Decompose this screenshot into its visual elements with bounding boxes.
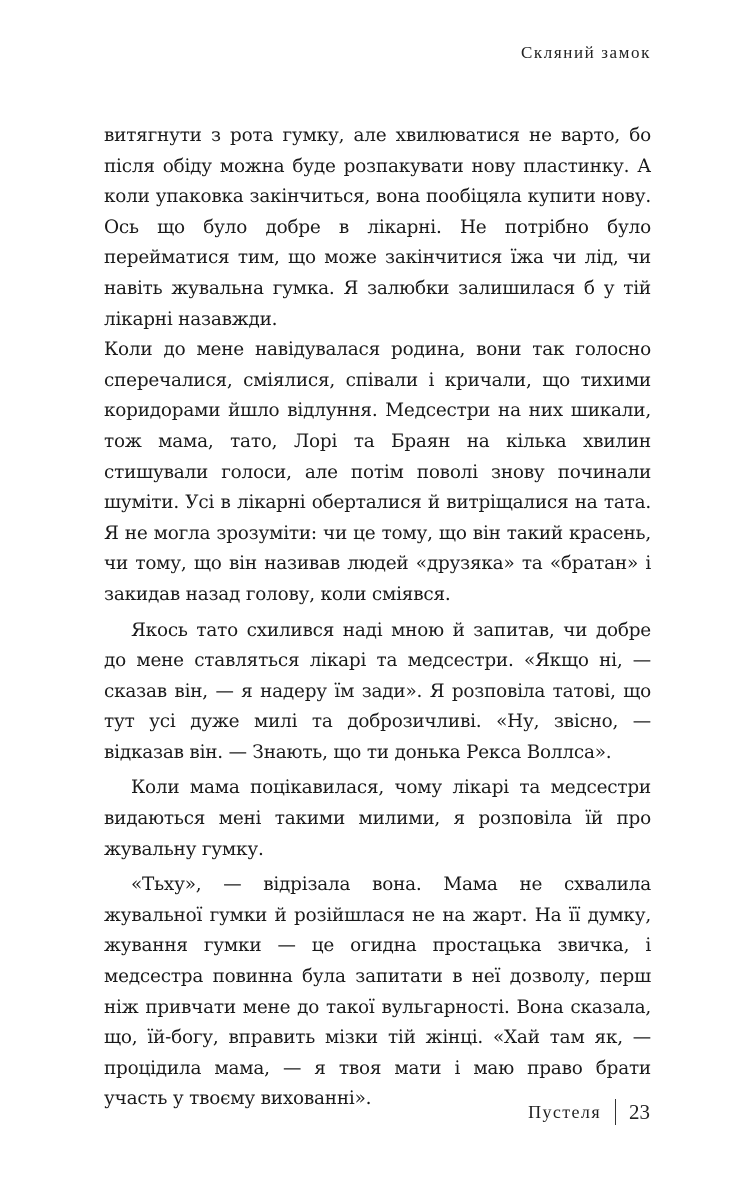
paragraph-continuation: витягнути з рота гумку, але хвилюватися не варто, бо після обіду можна буде розпакувати нову пластинку. А коли упаковка закінчиться, вона пообіцяла купити нову. Ось що було добре в лікарні. Не потрібно було перейматися тим, що може закінчитися їжа чи лід, чи навіть жувальна гумка. Я залюбки залишилася б у тій лікарні назавжди. [104, 125, 651, 330]
page-number: 23 [629, 1099, 650, 1124]
paragraph: «Тьху», — відрізала вона. Мама не схвалила жувальної гумки й розійшлася не на жарт. На її думку, жування гумки — це огидна простацька звичка, і медсестра повинна була запитати в неї дозволу, перш ніж привчати мене до такої вульгарності. Вона сказала, що, їй-богу, вправить мізки тій жінці. «Хай там як, — процідила мама, — я твоя мати і маю право брати участь у твоєму вихованні». [104, 874, 651, 1110]
footer-divider [615, 1099, 616, 1125]
paragraph: Якось тато схилився наді мною й запитав, чи добре до мене ставляться лікарі та медсестри. «Якщо ні, — сказав він, — я надеру їм зади». Я розповіла татові, що тут усі дуже милі та доброзичливі. «Ну, звісно, — відказав він. — Знають, що ти донька Рекса Воллса». [104, 619, 651, 763]
running-header-title: Скляний замок [520, 43, 651, 62]
footer-section-title: Пустеля [528, 1101, 601, 1122]
page-body [104, 121, 651, 1115]
page-footer [528, 1099, 650, 1125]
paragraph: Коли до мене навідувалася родина, вони так голосно сперечалися, сміялися, співали і кричали, що тихими коридорами йшло відлуння. Медсестри на них шикали, тож мама, тато, Лорі та Браян на кілька хвилин стишували голоси, але потім поволі знову починали шуміти. Усі в лікарні оберталися й витріщалися на тата. Я не могла зрозуміти: чи це тому, що він такий красень, чи тому, що він називав людей «друзяка» та «братан» і закидав назад голову, коли сміявся. [104, 339, 651, 605]
paragraph: Коли мама поцікавилася, чому лікарі та медсестри видаються мені такими милими, я розповіла їй про жувальну гумку. [104, 777, 651, 860]
